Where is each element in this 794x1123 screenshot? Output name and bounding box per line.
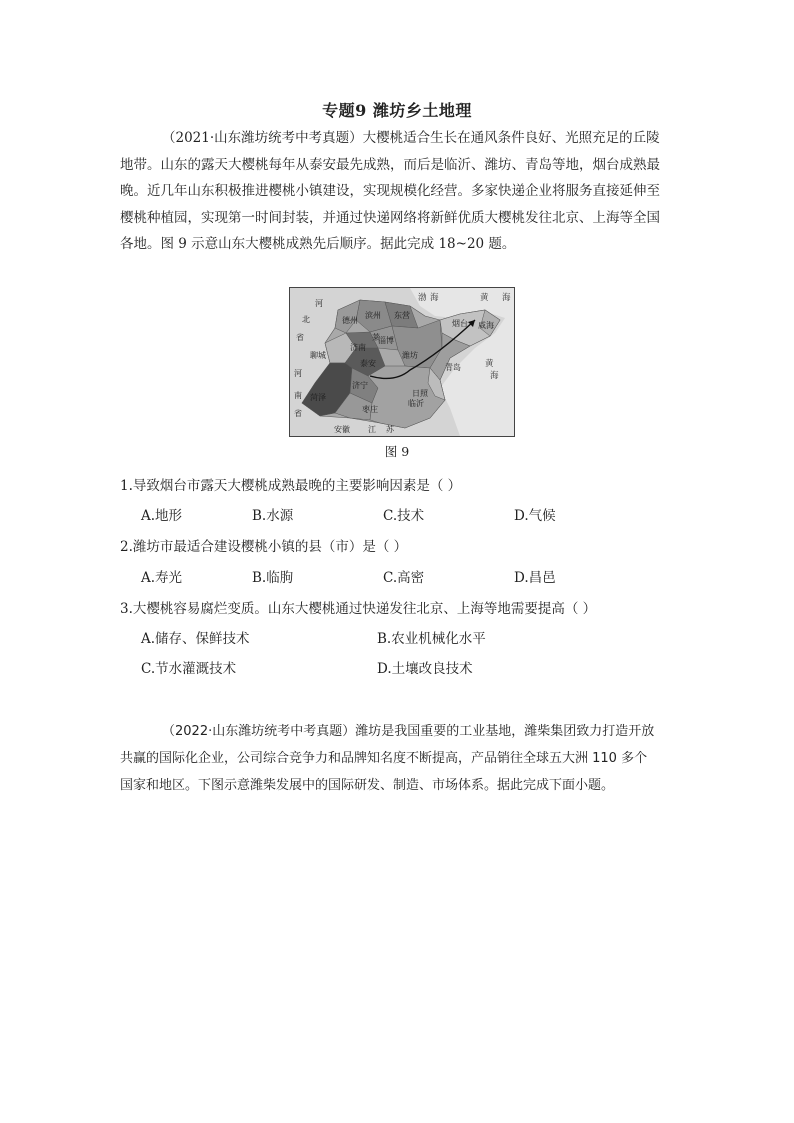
question-1-option-c[interactable]: C.技术 <box>383 508 425 524</box>
map-graphic <box>290 288 514 436</box>
shandong-cherry-map <box>289 287 515 437</box>
question-2-option-d[interactable]: D.昌邑 <box>514 570 556 586</box>
label-huanghai-top-1: 黄 <box>480 293 489 303</box>
label-rizhao: 日照 <box>412 389 428 398</box>
passage-2-line-2: 共赢的国际化企业，公司综合竞争力和品牌知名度不断提高，产品销往全球五大洲 110 多个 <box>120 751 648 766</box>
label-heze: 菏泽 <box>310 393 326 402</box>
label-linyi: 临沂 <box>408 399 424 408</box>
passage-1-line-5: 各地。图 9 示意山东大樱桃成熟先后顺序。据此完成 18~20 题。 <box>120 236 516 252</box>
passage-1-source: （2021·山东潍坊统考中考真题） <box>162 130 363 146</box>
label-henan-2: 南 <box>294 391 302 400</box>
label-hebei-1: 河 <box>315 299 323 308</box>
label-yantai: 烟台 <box>452 319 468 328</box>
question-2-option-b[interactable]: B.临朐 <box>252 570 294 586</box>
passage-2-line-1: 潍坊是我国重要的工业基地，潍柴集团致力打造开放 <box>355 724 655 739</box>
label-taian: 泰安 <box>360 359 376 368</box>
label-hebei-2: 北 <box>302 315 310 324</box>
question-1-stem: 1.导致烟台市露天大樱桃成熟最晚的主要影响因素是（ ） <box>120 478 462 494</box>
label-liaocheng: 聊城 <box>310 351 326 360</box>
question-2-option-a[interactable]: A.寿光 <box>141 570 183 586</box>
label-binzhou: 滨州 <box>365 311 381 320</box>
label-huanghai-right-2: 海 <box>490 371 499 381</box>
question-2-stem: 2.潍坊市最适合建设樱桃小镇的县（市）是（ ） <box>120 539 408 555</box>
label-huanghai-right-1: 黄 <box>485 359 494 369</box>
passage-2-source: （2022·山东潍坊统考中考真题） <box>162 724 356 739</box>
label-hebei-3: 省 <box>296 333 304 342</box>
question-3-option-d[interactable]: D.土壤改良技术 <box>377 661 473 677</box>
question-1-option-b[interactable]: B.水源 <box>252 508 294 524</box>
question-3-option-c[interactable]: C.节水灌溉技术 <box>141 661 237 677</box>
question-3-option-b[interactable]: B.农业机械化水平 <box>377 631 486 647</box>
label-jinan: 济南 <box>350 343 366 352</box>
passage-1-line-1: 大樱桃适合生长在通风条件良好、光照充足的丘陵 <box>362 130 660 146</box>
label-jining: 济宁 <box>352 381 368 390</box>
question-3-option-a[interactable]: A.储存、保鲜技术 <box>141 631 250 647</box>
label-anhui: 安徽 <box>334 425 350 434</box>
label-weihai: 威海 <box>478 321 494 330</box>
passage-1-line-2: 地带。山东的露天大樱桃每年从泰安最先成熟，而后是临沂、潍坊、青岛等地，烟台成熟最 <box>120 156 660 173</box>
page-title: 专题9 潍坊乡土地理 <box>322 101 472 120</box>
question-2-option-c[interactable]: C.高密 <box>383 570 425 586</box>
passage-2 <box>120 718 676 799</box>
label-bohai-2: 海 <box>430 293 439 303</box>
label-laiwu: 莱 <box>372 333 380 342</box>
passage-1 <box>120 125 676 258</box>
label-bohai-1: 渤 <box>418 293 427 303</box>
passage-1-line-4: 樱桃种植园，实现第一时间封装，并通过快递网络将新鲜优质大樱桃发往北京、上海等全国 <box>120 209 660 226</box>
label-zaozhuang: 枣庄 <box>362 405 378 414</box>
label-jiangsu-2: 苏 <box>386 425 394 434</box>
label-jiangsu-1: 江 <box>368 425 376 434</box>
figure-caption: 图 9 <box>384 444 410 459</box>
label-weifang: 潍坊 <box>402 351 418 360</box>
label-dezhou: 德州 <box>342 316 358 325</box>
label-zibo: 淄博 <box>378 336 394 345</box>
label-qingdao: 青岛 <box>445 363 461 372</box>
question-1-option-d[interactable]: D.气候 <box>514 508 556 524</box>
label-huanghai-top-2: 海 <box>502 293 511 303</box>
label-henan-1: 河 <box>294 369 302 378</box>
label-dongying: 东营 <box>394 311 410 320</box>
question-1-option-a[interactable]: A.地形 <box>141 508 183 524</box>
passage-1-line-3: 晚。近几年山东积极推进樱桃小镇建设，实现规模化经营。多家快递企业将服务直接延伸至 <box>120 183 660 199</box>
question-3-stem: 3.大樱桃容易腐烂变质。山东大樱桃通过快递发往北京、上海等地需要提高（ ） <box>120 601 597 617</box>
label-sheng-left: 省 <box>294 409 302 418</box>
passage-2-line-3: 国家和地区。下图示意潍柴发展中的国际研发、制造、市场体系。据此完成下面小题。 <box>120 778 615 793</box>
